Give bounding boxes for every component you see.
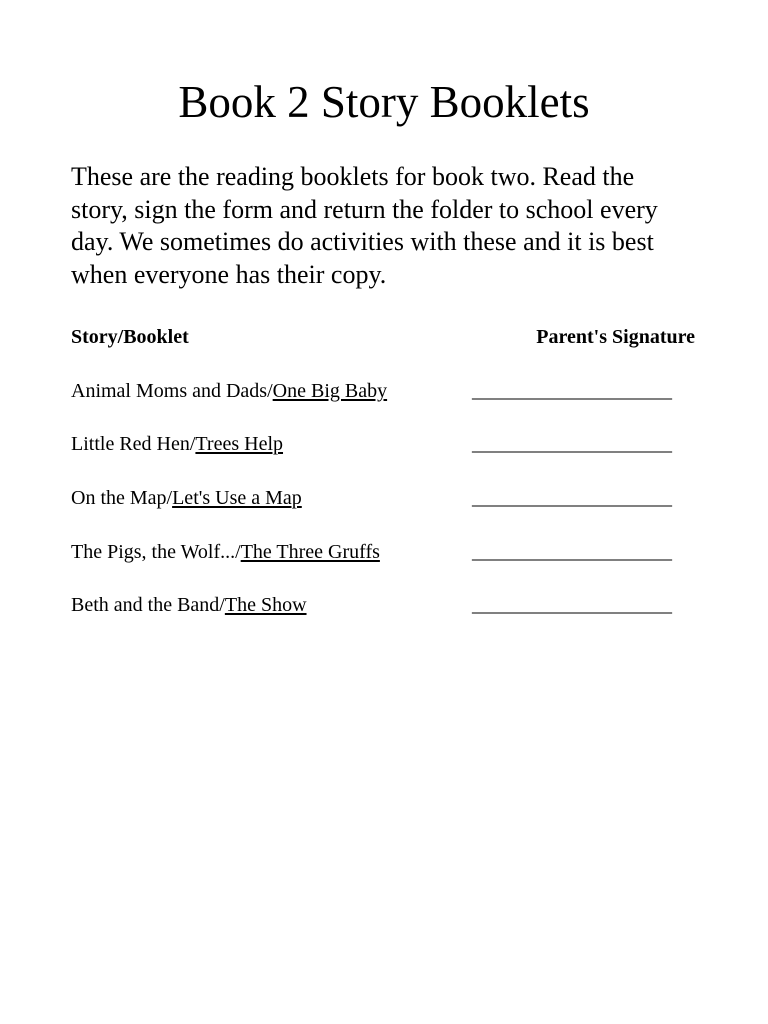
table-row <box>71 538 696 566</box>
intro-line: story, sign the form and return the folder to school every <box>71 194 658 224</box>
signature-line: ____________________ <box>472 487 672 509</box>
signature-line: ____________________ <box>472 594 672 616</box>
booklet-title: The Show <box>224 594 307 616</box>
signature-line: ____________________ <box>472 541 672 563</box>
signature-line: ____________________ <box>472 380 672 402</box>
story-title: On the Map/ <box>71 487 173 509</box>
signature-column-header: Parent's Signature <box>536 326 695 348</box>
booklet-title: Let's Use a Map <box>172 487 302 509</box>
story-cell <box>71 591 307 619</box>
story-title: Animal Moms and Dads/ <box>71 380 273 402</box>
signature-line: ____________________ <box>472 433 672 455</box>
intro-line: day. We sometimes do activities with these and it is best <box>71 227 654 256</box>
table-row <box>71 591 696 619</box>
booklet-title: One Big Baby <box>272 380 388 402</box>
story-column-header: Story/Booklet <box>71 326 189 348</box>
page-title: Book 2 Story Booklets <box>178 77 590 127</box>
table-row <box>71 484 696 512</box>
booklet-title: The Three Gruffs <box>240 541 380 563</box>
intro-paragraph <box>71 161 711 291</box>
story-cell <box>71 430 283 458</box>
intro-line: These are the reading booklets for book two. Read the <box>71 162 635 191</box>
story-cell <box>71 377 387 405</box>
booklet-title: Trees Help <box>195 433 284 455</box>
story-cell <box>71 538 380 566</box>
story-title: Beth and the Band/ <box>71 594 225 616</box>
story-cell <box>71 484 302 512</box>
intro-line: when everyone has their copy. <box>71 259 387 289</box>
story-title: Little Red Hen/ <box>71 433 196 455</box>
table-row <box>71 430 696 458</box>
story-title: The Pigs, the Wolf.../ <box>71 541 241 563</box>
table-row <box>71 377 696 405</box>
